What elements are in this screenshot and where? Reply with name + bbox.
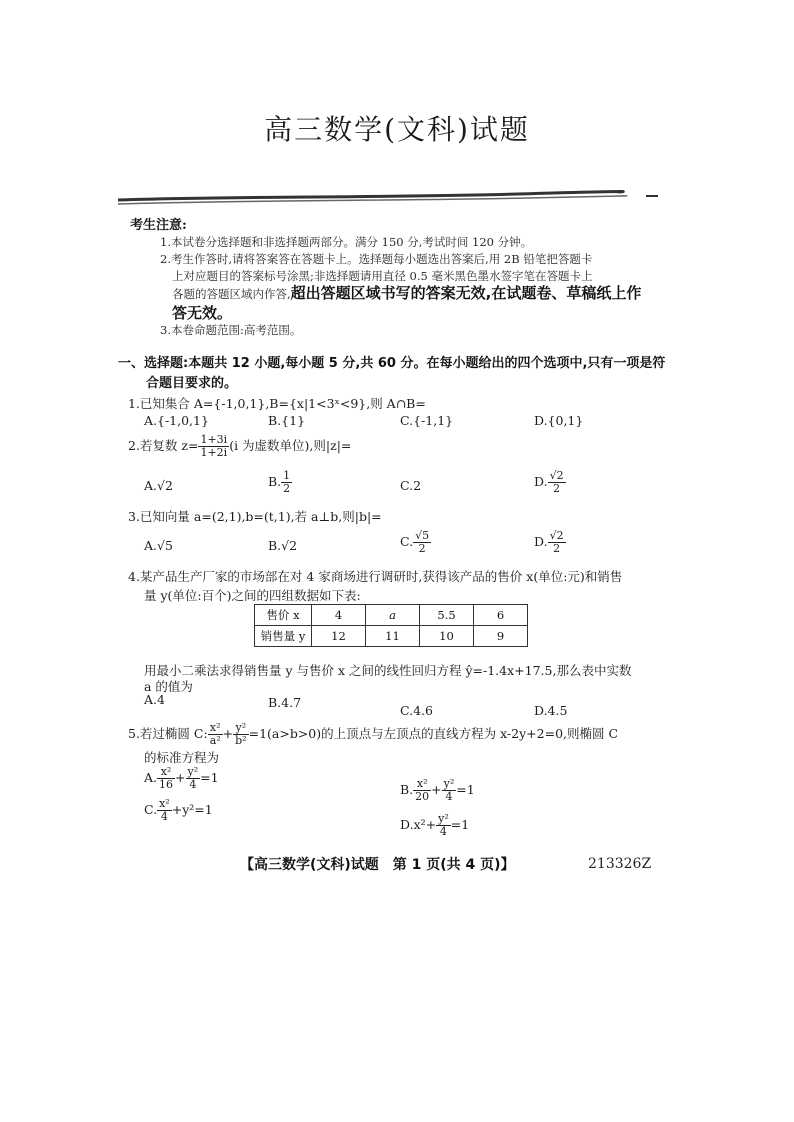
notice-line-2c-bold: 超出答题区域书写的答案无效,在试题卷、草稿纸上作 (290, 284, 642, 302)
question-4-option-a: A.4 (144, 692, 165, 707)
question-5-option-b (400, 778, 475, 803)
page-footer: 【高三数学(文科)试题 第 1 页(共 4 页)】 (240, 857, 515, 873)
question-1-option-c: C.{-1,1} (400, 413, 454, 428)
fraction-den: a² (209, 734, 221, 747)
question-2-fraction-num: 1+3i (200, 433, 228, 446)
question-2-option-b-fraction (281, 470, 292, 495)
question-5-suffix: =1(a>b>0)的上顶点与左顶点的直线方程为 x-2y+2=0,则椭圆 C (248, 726, 619, 741)
table-cell: 售价 x (255, 605, 312, 626)
notice-line-2c (172, 282, 641, 303)
question-5-option-a (144, 766, 219, 791)
notice-line-2a: 2.考生作答时,请将答案答在答题卡上。选择题每小题选出答案后,用 2B 铅笔把答题卡 (160, 252, 593, 266)
fraction-num: √2 (549, 529, 564, 542)
question-4-line-4: a 的值为 (144, 679, 193, 694)
data-table (254, 604, 528, 647)
question-3-option-c-fraction (413, 530, 431, 555)
fraction-num: 1 (283, 469, 291, 482)
question-2-option-d-fraction (548, 470, 566, 495)
question-1-option-d: D.{0,1} (534, 413, 584, 428)
table-cell: 11 (366, 626, 420, 647)
fraction-den: b² (235, 734, 247, 747)
fraction-den: 4 (439, 825, 447, 838)
table-cell: 6 (474, 605, 528, 626)
fraction-den: 2 (418, 542, 426, 555)
question-2-fraction (198, 434, 229, 459)
question-5-option-c (144, 798, 213, 823)
question-3-stem: 3.已知向量 a=(2,1),b=(t,1),若 a⊥b,则|b|= (128, 509, 382, 524)
fraction (186, 766, 201, 791)
question-2-fraction-den: 1+2i (200, 446, 228, 459)
question-2-prefix: 2.若复数 z= (128, 438, 199, 453)
question-2-option-b (268, 470, 292, 495)
table-row (255, 605, 528, 626)
question-4-option-d: D.4.5 (534, 703, 568, 718)
fraction-num: √5 (415, 529, 430, 542)
equation-head: x²+ (413, 817, 437, 832)
page-title: 高三数学(文科)试题 (264, 113, 530, 146)
fraction (442, 778, 457, 803)
option-label: D. (400, 817, 414, 832)
option-label: B. (400, 782, 414, 797)
fraction-num: y² (443, 777, 455, 790)
plus-sign: + (431, 782, 442, 797)
table-cell: 10 (420, 626, 474, 647)
question-3-option-d-fraction (548, 530, 566, 555)
plus-sign: + (222, 726, 234, 741)
fraction-den: 20 (415, 790, 430, 803)
fraction-num: y² (438, 812, 449, 825)
fraction-den: 16 (159, 778, 174, 791)
question-5-prefix: 5.若过椭圆 C: (128, 726, 208, 741)
question-5-line-2: 的标准方程为 (144, 750, 220, 765)
section-1-line-1: 一、选择题:本题共 12 小题,每小题 5 分,共 60 分。在每小题给出的四个选项中,只有一项是符 (118, 356, 666, 371)
table-row (255, 626, 528, 647)
question-2-option-d (534, 470, 566, 495)
question-4-option-b: B.4.7 (268, 695, 302, 710)
question-3-option-a: A.√5 (144, 538, 173, 553)
table-cell: a (366, 605, 420, 626)
header-rule (118, 188, 658, 210)
exam-code: 213326Z (588, 856, 652, 872)
table-cell: 4 (312, 605, 366, 626)
question-2-option-b-label: B. (268, 474, 282, 489)
question-2-option-a: A.√2 (144, 478, 173, 493)
equation-tail: =1 (200, 770, 219, 785)
question-1-option-a: A.{-1,0,1} (144, 413, 209, 428)
table-cell: 12 (312, 626, 366, 647)
fraction-num: √2 (549, 469, 564, 482)
question-5-fraction-2 (233, 722, 248, 747)
question-3-option-c-label: C. (400, 534, 414, 549)
question-5-fraction-1 (208, 722, 223, 747)
notice-heading: 考生注意: (130, 218, 187, 233)
question-5-stem (128, 722, 618, 747)
notice-line-3: 3.本卷命题范围:高考范围。 (160, 323, 302, 337)
fraction-den: 2 (283, 482, 291, 495)
fraction-num: x² (157, 766, 175, 779)
option-label: C. (144, 802, 158, 817)
table-cell: 5.5 (420, 605, 474, 626)
equation-tail: +y²=1 (171, 802, 213, 817)
fraction (157, 798, 172, 823)
question-2-suffix: (i 为虚数单位),则|z|= (229, 438, 352, 453)
fraction (413, 778, 431, 803)
equation-tail: =1 (450, 817, 470, 832)
table-cell: 销售量 y (255, 626, 312, 647)
fraction-num: x² (159, 797, 170, 810)
question-5-option-d (400, 813, 469, 838)
question-2-option-d-label: D. (534, 474, 548, 489)
question-3-option-d (534, 530, 566, 555)
question-2-stem (128, 434, 351, 459)
question-4-line-1: 4.某产品生产厂家的市场部在对 4 家商场进行调研时,获得该产品的售价 x(单位:元)和销售 (128, 569, 623, 584)
notice-line-2b: 上对应题目的答案标号涂黑;非选择题请用直径 0.5 毫米黑色墨水签字笔在答题卡上 (172, 269, 593, 283)
fraction (157, 766, 175, 791)
question-1-option-b: B.{1} (268, 413, 306, 428)
notice-line-2c-normal: 各题的答题区域内作答, (172, 287, 291, 301)
question-3-option-d-label: D. (534, 534, 548, 549)
question-1-stem: 1.已知集合 A={-1,0,1},B={x|1<3ˣ<9},则 A∩B= (128, 396, 426, 411)
option-label: A. (144, 770, 158, 785)
question-4-line-2: 量 y(单位:百个)之间的四组数据如下表: (144, 588, 361, 603)
fraction-den: 4 (189, 778, 197, 791)
fraction-den: 4 (160, 810, 168, 823)
table-cell: 9 (474, 626, 528, 647)
question-4-line-3: 用最小二乘法求得销售量 y 与售价 x 之间的线性回归方程 ŷ=-1.4x+17.5,那么表中实数 (144, 663, 632, 678)
notice-line-1: 1.本试卷分选择题和非选择题两部分。满分 150 分,考试时间 120 分钟。 (160, 235, 533, 249)
fraction-num: y² (233, 722, 248, 735)
equation-tail: =1 (456, 782, 475, 797)
fraction-den: 2 (553, 542, 561, 555)
fraction-num: y² (187, 765, 199, 778)
question-3-option-c (400, 530, 431, 555)
notice-line-2d: 答无效。 (172, 304, 233, 322)
fraction (436, 813, 451, 838)
fraction-num: x² (208, 722, 223, 735)
fraction-den: 4 (445, 790, 453, 803)
question-2-option-c: C.2 (400, 478, 422, 493)
section-1-line-2: 合题目要求的。 (146, 376, 238, 391)
fraction-den: 2 (553, 482, 561, 495)
question-4-option-c: C.4.6 (400, 703, 433, 718)
fraction-num: x² (413, 778, 431, 791)
question-3-option-b: B.√2 (268, 538, 298, 553)
plus-sign: + (175, 770, 186, 785)
